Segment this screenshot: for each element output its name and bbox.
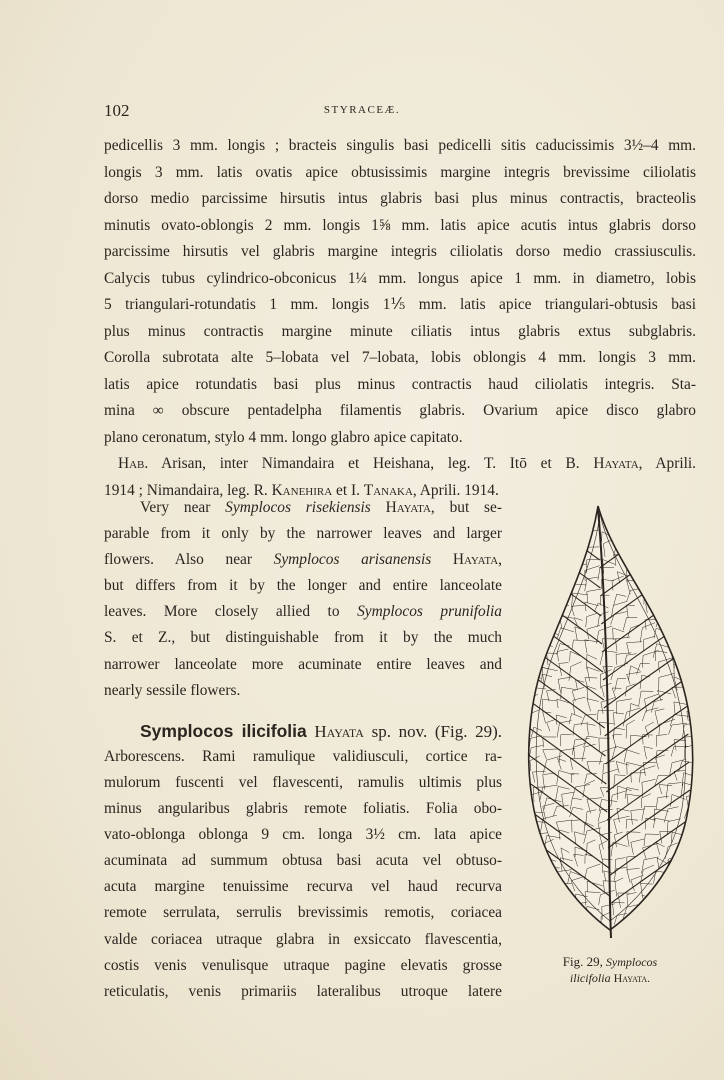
leaf-vein — [530, 868, 545, 880]
leaf-vein — [573, 528, 582, 547]
caption-line: Fig. 29, Symplocos — [562, 954, 658, 969]
leaf-vein — [641, 578, 656, 592]
species-name: Symplocos prunifolia — [357, 603, 502, 621]
description-block — [104, 133, 696, 504]
leaf-vein — [541, 534, 556, 549]
leaf-vein — [555, 929, 570, 940]
leaf-vein — [672, 592, 689, 606]
figure-caption — [530, 954, 690, 986]
species-line: acuminata ad summum obtusa basi acuta vel obtuso- — [104, 852, 502, 870]
leaf-vein — [654, 595, 665, 605]
figure-label: Fig. 29, — [562, 954, 603, 969]
leaf-vein — [558, 892, 567, 904]
leaf-vein — [686, 931, 699, 940]
leaf-vein — [684, 665, 700, 678]
leaf-vein — [672, 539, 683, 554]
leaf-vein — [682, 651, 691, 663]
leaf-vein — [684, 879, 695, 894]
leaf-vein — [655, 604, 667, 618]
leaf-vein — [681, 547, 694, 562]
leaf-vein — [685, 530, 695, 542]
leaf-vein — [656, 570, 669, 583]
leaf-vein — [567, 544, 583, 560]
leaf-illustration — [520, 500, 700, 940]
leaf-vein — [682, 866, 695, 880]
leaf-vein — [684, 832, 700, 842]
leaf-vein — [559, 556, 571, 568]
leaf-vein — [595, 930, 609, 940]
spacer — [104, 704, 502, 718]
leaf-vein — [683, 630, 697, 640]
leaf-vein — [640, 556, 652, 566]
leaf-vein — [530, 547, 545, 561]
running-head: STYRACEÆ. — [323, 104, 401, 116]
leaf-vein — [672, 580, 682, 590]
leaf-vein — [528, 654, 542, 663]
leaf-vein — [585, 929, 599, 940]
description-line: minutis ovato-oblongis 2 mm. longis 1⅝ mm. latis apice acutis intus glabris dorso — [104, 216, 696, 234]
leaf-vein — [529, 925, 543, 939]
caption-line: ilicifolia Hayata. — [569, 971, 651, 985]
leaf-vein — [528, 607, 542, 620]
leaf-vein — [529, 915, 541, 931]
leaf-vein — [560, 528, 572, 541]
leaf-vein — [520, 502, 600, 560]
note-line: flowers. Also near Symplocos arisanensis Hayata, — [104, 551, 502, 569]
leaf-vein — [558, 578, 572, 592]
leaf-vein — [541, 920, 553, 934]
collector-name: Tanaka — [363, 481, 413, 499]
leaf-vein — [641, 532, 658, 542]
leaf-vein — [672, 618, 682, 632]
collector-name: Hayata — [593, 455, 639, 472]
left-column — [104, 495, 502, 1005]
leaf-vein — [655, 930, 668, 941]
leaf-vein — [542, 565, 555, 580]
leaf-vein — [666, 878, 677, 888]
leaf-vein — [685, 602, 698, 619]
leaf-vein — [626, 536, 636, 546]
leaf-vein — [673, 532, 685, 546]
description-line: Corolla subrotata alte 5–lobata vel 7–lobata, lobis oblongis 4 mm. longis 3 mm. — [104, 349, 696, 366]
leaf-vein — [528, 592, 540, 607]
leaf-vein — [531, 846, 540, 857]
species-name: Symplocos risekiensis — [225, 499, 371, 516]
leaf-vein — [657, 888, 670, 902]
leaf-vein — [556, 919, 566, 930]
leaf-vein — [683, 558, 693, 569]
leaf-vein — [572, 912, 588, 925]
leaf-vein — [543, 601, 554, 616]
leaf-vein — [686, 844, 700, 856]
leaf-vein — [674, 634, 683, 648]
leaf-vein — [683, 673, 695, 689]
collector-name: Kanehira — [271, 481, 333, 499]
leaf-vein — [641, 905, 656, 916]
leaf-vein — [547, 904, 559, 918]
leaf-vein — [667, 916, 684, 931]
leaf-vein — [657, 555, 668, 564]
note-line: Very near Symplocos risekiensis Hayata, but se- — [140, 499, 502, 516]
description-line: dorso medio parcissime hirsutis intus glabris basi plus minus contractis, bracteolis — [104, 190, 696, 207]
leaf-vein — [687, 916, 700, 927]
leaf-vein — [686, 689, 700, 701]
leaf-vein — [668, 891, 679, 901]
leaf-vein — [530, 631, 544, 640]
leaf-vein — [685, 860, 696, 873]
leaf-vein — [543, 894, 556, 903]
leaf-vein — [540, 589, 552, 604]
species-line: acuta margine tenuissime recurva vel haud recurva — [104, 878, 502, 896]
leaf-vein — [531, 531, 540, 546]
leaf-vein — [612, 927, 627, 936]
leaf-vein — [674, 568, 685, 582]
description-line: plus minus contractis margine minute ciliatis intus glabris extus subglabris. — [104, 322, 696, 340]
leaf-vein — [684, 904, 695, 918]
species-title: Symplocos ilicifolia — [140, 720, 307, 741]
leaf-vein — [555, 544, 570, 559]
description-line: mina ∞ obscure pentadelpha filamentis glabris. Ovarium apice disco glabro — [104, 402, 696, 419]
leaf-vein — [543, 926, 555, 940]
description-line: latis apice rotundatis basi plus minus contractis haud ciliolatis integris. Sta- — [104, 375, 696, 393]
leaf-vein — [683, 568, 698, 580]
leaf-vein — [684, 618, 697, 631]
leaf-vein — [540, 882, 553, 892]
leaf-vein — [539, 553, 552, 568]
leaf-vein — [668, 929, 678, 940]
note-line: but differs from it by the longer and entire lanceolate — [104, 577, 502, 595]
leaf-vein — [530, 879, 544, 891]
species-line: costis venis venulisque utraque pagine elevatis grosse — [104, 956, 502, 974]
leaf-vein — [631, 558, 643, 572]
leaf-vein — [600, 510, 682, 568]
note-line: parable from it only by the narrower leaves and larger — [104, 525, 502, 543]
description-line: pedicellis 3 mm. longis ; bracteis singulis basi pedicelli sitis caducissimis 3½–4 mm. — [104, 137, 696, 154]
species-line: Arborescens. Rami ramulique validiusculi, cortice ra- — [104, 747, 502, 765]
leaf-vein — [672, 908, 683, 921]
note-line: S. et Z., but distinguishable from it by the much — [104, 629, 502, 647]
species-heading: Symplocos ilicifolia Hayata sp. nov. (Fig. 29). — [140, 720, 503, 741]
note-line: narrower lanceolate more acuminate entire leaves and — [104, 655, 502, 673]
leaf-vein — [627, 542, 639, 552]
description-line: longis 3 mm. latis ovatis apice obtusissimis margine integris brevissime ciliolatis — [104, 163, 696, 181]
leaf-vein — [572, 928, 586, 940]
leaf-vein — [555, 591, 565, 606]
page-number: 102 — [104, 101, 130, 120]
leaf-vein — [546, 584, 558, 594]
leaf-vein — [672, 870, 684, 885]
leaf-vein — [657, 582, 665, 593]
leaf-vein — [653, 540, 670, 553]
species-line: reticulatis, venis primariis lateralibus utroque latere — [104, 982, 502, 1000]
description-line: plano ceronatum, stylo 4 mm. longo glabro apice capitato. — [104, 428, 463, 446]
species-line: vato-oblonga oblonga 9 cm. longa 3½ cm. lata apice — [104, 826, 502, 844]
species-line: remote serrulata, serrulis brevissimis remotis, coriacea — [104, 904, 502, 922]
leaf-vein — [532, 908, 542, 920]
habitat-label: Hab. — [118, 455, 149, 472]
leaf-vein — [558, 566, 567, 578]
leaf-vein — [547, 615, 558, 629]
leaf-vein — [642, 565, 653, 581]
leaf-vein — [655, 914, 667, 929]
description-line: 5 triangulari-rotundatis 1 mm. longis 1⅕ mm. latis apice triangulari-obtusis basi — [104, 296, 696, 313]
leaf-vein — [531, 641, 545, 654]
description-line: parcissime hirsutis vel glabris margine integris ciliolatis dorso medio crassiusculis. — [104, 243, 696, 260]
leaf-vein — [627, 923, 636, 937]
leaf-vein — [533, 566, 544, 579]
note-line: nearly sessile flowers. — [104, 681, 241, 699]
leaf-vein — [627, 918, 642, 927]
description-line: Calycis tubus cylindrico-obconicus 1¼ mm. longus apice 1 mm. in diametro, lobis — [104, 269, 696, 287]
leaf-vein — [529, 556, 543, 572]
author-name: Hayata — [314, 721, 364, 741]
leaf-vein — [640, 542, 654, 553]
leaf-vein — [683, 894, 698, 906]
leaf-vein — [533, 894, 544, 904]
leaf-vein — [657, 530, 665, 544]
leaf-vein — [683, 580, 694, 594]
leaf-vein — [531, 855, 540, 864]
leaf-vein — [673, 622, 688, 636]
species-name: Symplocos arisanensis — [273, 551, 432, 569]
leaf-vein — [531, 577, 541, 595]
leaf-vein — [658, 905, 667, 918]
habitat-line: 1914 ; Nimandaira, leg. R. Kanehira et I. Tanaka, Aprili. 1914. — [104, 481, 499, 499]
leaf-vein — [545, 541, 559, 557]
species-line: valde coriacea utraque glabra in exsiccato flavescentia, — [104, 930, 502, 948]
leaf-vein — [534, 612, 545, 629]
leaf-vein — [674, 604, 684, 618]
species-line: minus angularibus glabris remote foliatis. Folia obo- — [104, 800, 502, 818]
leaf-vein — [614, 532, 624, 543]
leaf-vein — [645, 915, 654, 929]
leaf-vein — [682, 640, 700, 651]
species-line: mulorum fuscenti vel flavescenti, ramulis ultimis plus — [104, 773, 502, 791]
habitat-line: Hab. Arisan, inter Nimandaira et Heishana, leg. T. Itō et B. Hayata, Aprili. — [118, 455, 696, 472]
leaf-vein — [671, 556, 682, 570]
leaf-vein — [687, 593, 701, 608]
leaf-vein — [640, 928, 656, 940]
note-line: leaves. More closely allied to Symplocos prunifolia — [104, 603, 502, 621]
leaf-vein — [559, 907, 573, 922]
